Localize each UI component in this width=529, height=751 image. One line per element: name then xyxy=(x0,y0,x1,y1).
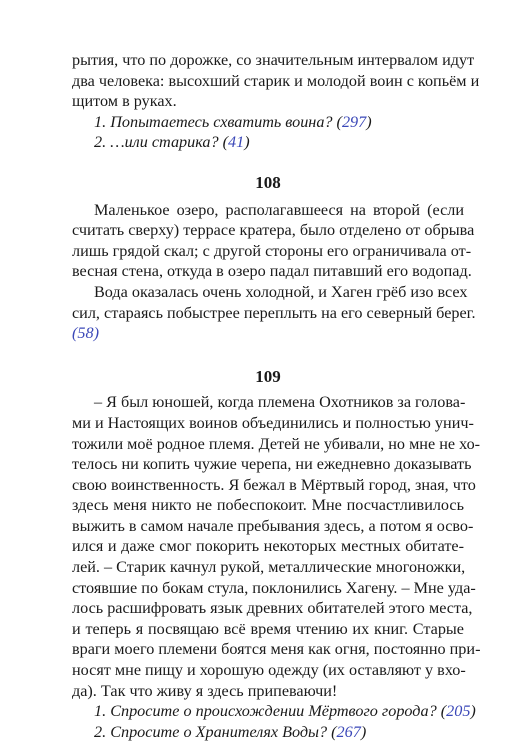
text-line: считать сверху) террасе кратера, было отделено от обрыва xyxy=(72,221,475,240)
text-line: щитом в руках. xyxy=(72,92,177,111)
section-108-paragraph-1 xyxy=(72,200,475,282)
choice-text: 1. Попытаетесь схватить воина? ( xyxy=(94,112,342,131)
text-line: Маленькое озеро, располагавшееся на второй (если xyxy=(94,200,464,219)
text-line: Вода оказалась очень холодной, и Хаген грёб изо всех xyxy=(94,282,468,301)
section-number-109: 109 xyxy=(255,366,281,386)
choice-close: ) xyxy=(366,112,372,131)
section-109-choices xyxy=(72,701,476,742)
intro-paragraph xyxy=(72,50,480,112)
text-line: тожили моё родное племя. Детей не убивали, но мне не хо- xyxy=(72,434,481,453)
choice-ask-water-keepers xyxy=(72,722,464,743)
choice-text: 2. Спросите о Хранителях Воды? ( xyxy=(94,722,337,741)
text-line: да). Так что живу я здесь припеваючи! xyxy=(72,681,338,700)
ref-close: ) xyxy=(93,324,99,343)
text-line: и теперь я посвящаю всё время чтению их книг. Старые xyxy=(72,619,464,638)
text-line: телось ни копить чужие черепа, ни ежедневно доказывать xyxy=(72,455,472,474)
paragraph-link-41[interactable]: 41 xyxy=(228,133,245,152)
text-line: носят мне пищу и хорошую одежду (их оставляют у вхо- xyxy=(72,661,466,680)
text-line: ился и даже смог покорить некоторых местных обитате- xyxy=(72,537,464,556)
choice-seize-old-man xyxy=(72,132,464,153)
choice-close: ) xyxy=(360,722,367,741)
section-number-108: 108 xyxy=(255,172,281,192)
book-page xyxy=(72,50,481,742)
intro-choices xyxy=(72,112,464,153)
text-line: здесь меня никто не побеспокоит. Мне посчастливилось xyxy=(72,496,464,515)
paragraph-link-297[interactable]: 297 xyxy=(341,112,367,131)
text-line: лей. – Старик качнул рукой, металлические многоножки, xyxy=(72,558,466,577)
text-line: выжить в самом начале пребывания здесь, а потом я осво- xyxy=(72,516,474,535)
text-line: ми и Настоящих воинов объединились и полностью унич- xyxy=(72,413,474,432)
paragraph-link-58[interactable]: 58 xyxy=(77,324,94,343)
section-109-paragraph xyxy=(72,392,481,701)
text-line xyxy=(72,323,464,344)
text-line: весная стена, откуда в озеро падал питавший его водопад. xyxy=(72,262,472,281)
choice-ask-origin-dead-city xyxy=(72,701,476,722)
paragraph-link-267[interactable]: 267 xyxy=(336,722,361,741)
ref-open: ( xyxy=(72,324,78,343)
text-line: лось расшифровать язык древних обитателей этого места, xyxy=(72,599,473,618)
text-line: свою воинственность. Я бежал в Мёртвый город, зная, что xyxy=(72,475,476,494)
choice-text: 1. Спросите о происхождении Мёртвого города? ( xyxy=(94,702,447,721)
text-line: рытия, что по дорожке, со значительным интервалом идут xyxy=(72,51,475,69)
choice-seize-warrior xyxy=(72,112,464,133)
text-line: лишь грядой скал; с другой стороны его ограничивала от- xyxy=(72,241,472,260)
text-line: враги моего племени боятся меня как огня, постоянно при- xyxy=(72,640,481,659)
choice-text: 2. …или старика? ( xyxy=(94,133,229,152)
text-line: сил, стараясь побыстрее переплыть на его северный берег. xyxy=(72,303,476,322)
choice-close: ) xyxy=(244,133,250,152)
text-line: – Я был юношей, когда племена Охотников за голова- xyxy=(94,393,466,412)
paragraph-link-205[interactable]: 205 xyxy=(446,702,471,721)
section-108-paragraph-2 xyxy=(72,282,476,344)
choice-close: ) xyxy=(470,702,476,721)
text-line: стоявшие по бокам стула, поклонились Хагену. – Мне уда- xyxy=(72,578,476,597)
text-line: два человека: высохший старик и молодой воин с копьём и xyxy=(72,71,480,90)
